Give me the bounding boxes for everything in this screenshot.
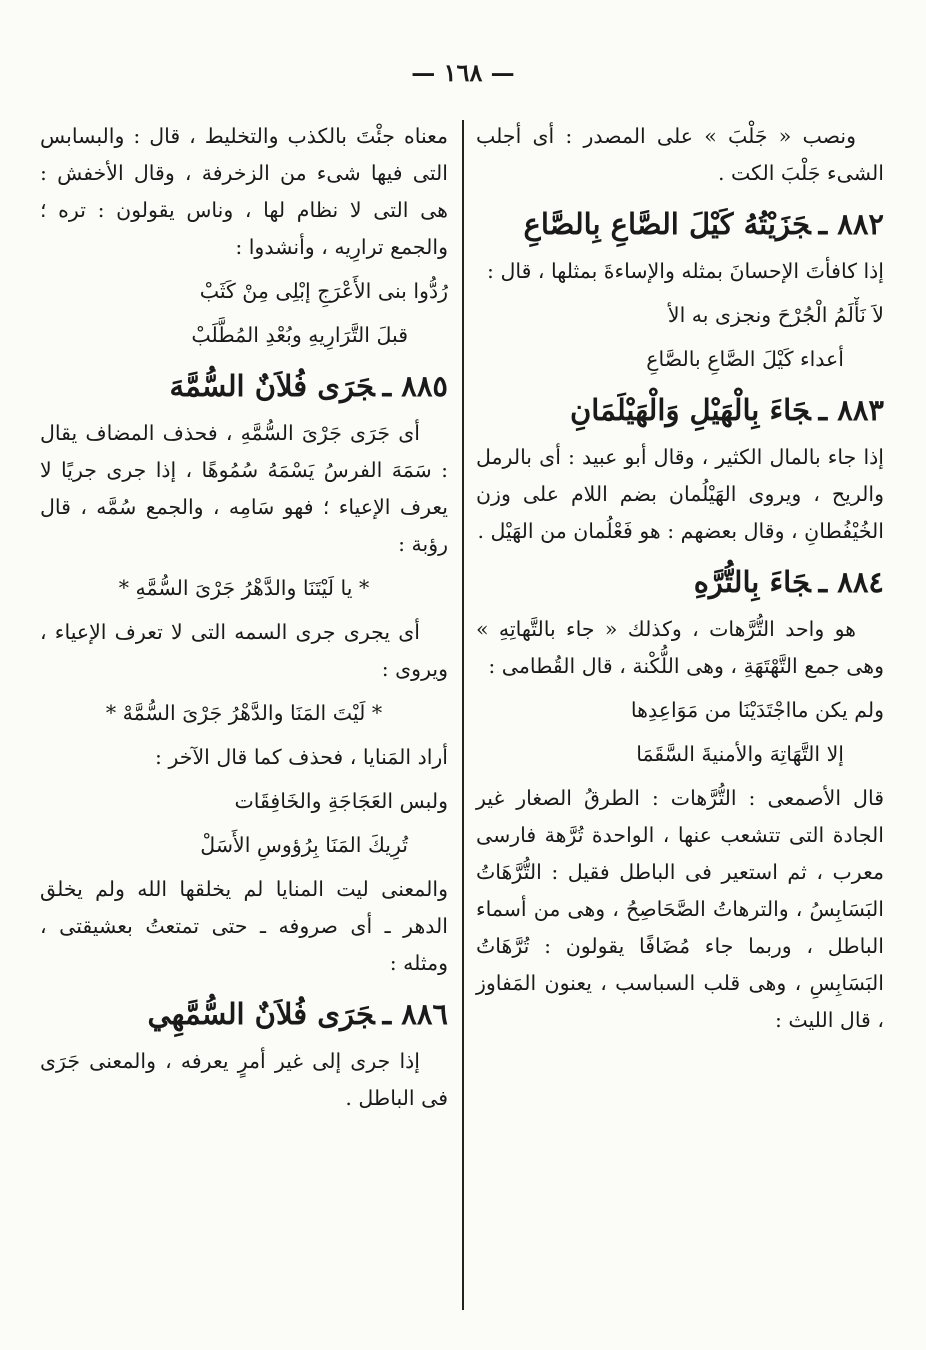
verse-line: أعداء كَيْلَ الصَّاعِ بالصَّاعِ [646,347,844,371]
entry-number: ٨٨٦ ـ [382,997,448,1031]
paragraph: والمعنى ليت المنايا لم يخلقها الله ولم يخلق الدهر ـ أى صروفه ـ حتى تمتعتُ بعشيقتى ، ومثله : [40,877,448,975]
right-column [476,118,884,1046]
entry-number: ٨٨٢ ـ [818,207,884,241]
page-number: — ١٦٨ — [411,58,515,87]
paragraph: إذا جرى إلى غير أمرٍ يعرفه ، والمعنى جَرَى فى الباطل . [40,1049,448,1110]
entry-proverb: جَزَيْتُهُ كَيْلَ الصَّاعِ بِالصَّاعِ [523,207,811,241]
entry-number: ٨٨٣ ـ [818,393,884,427]
entry-heading [476,557,884,607]
entry-proverb: جَاءَ بِالتُّرَّهِ [693,565,811,599]
paragraph: إذا جاء بالمال الكثير ، وقال أبو عبيد : أى بالرمل والريح ، ويروى الهَيْلُمان بضم اللام على وزن الخُيْفُطانِ ، وقال بعضهم : هو فَعْلُمان من الهَيْل . [476,445,884,543]
entry-proverb: جَاءَ بِالْهَيْلِ وَالْهَيْلَمَانِ [569,393,811,427]
entry-number: ٨٨٥ ـ [382,369,448,403]
paragraph: إذا كافأتَ الإحسانَ بمثله والإساءةَ بمثلها ، قال : [487,259,884,283]
paragraph: هو واحد التُّرَّهات ، وكذلك « جاء بالتَّهاتِهِ » وهى جمع التَّهْتَهَةِ ، وهى اللُّكْنة ، قال القُطامى : [476,617,884,678]
paragraph: ونصب « جَلْبَ » على المصدر : أى أجلب الشىء جَلْبَ الكت . [476,124,884,185]
verse-line: لاَ نَأْلَمُ الْجُرْحَ ونجزى به الأ [667,303,884,327]
paragraph: أى جَرَى جَرْىَ السُّمَّهِ ، فحذف المضاف يقال : سَمَهَ الفرسُ يَسْمَهُ سُمُوهًا ، إذا جرى جريًا لا يعرف الإعياء ؛ فهو سَامِه ، والجمع سُمَّه ، قال رؤبة : [40,421,448,556]
entry-heading [476,199,884,249]
entry-heading [476,385,884,435]
entry-heading [40,989,448,1039]
verse-line: ولبس العَجَاجَةِ والخَافِقَات [234,789,448,813]
paragraph: قال الأصمعى : التُّرَّهات : الطرقُ الصغار غير الجادة التى تتشعب عنها ، الواحدة تُرَّهة فارسى معرب ، ثم استعير فى الباطل فقيل : التُّرَّهَاتُ البَسَابِسُ ، والترهاتُ الصَّحَاصِحُ ، وهى من أسماء الباطل ، وربما جاء مُضَافًا يقولون : تُرَّهَاتُ البَسَابِسِ ، وهى قلب السباسب ، يعنون المَفاوز ، قال الليث : [476,786,884,1032]
paragraph: أراد المَنايا ، فحذف كما قال الآخر : [155,745,448,769]
verse-line: * لَيْتَ المَنَا والدَّهْرُ جَرْىَ السُّمَّهْ * [105,701,383,725]
verse-line: قبلَ التَّرَارِيهِ وبُعْدِ المُطَّلَبْ [191,323,408,347]
verse-line: ولم يكن مااجْتَدَيْنَا من مَوَاعِدِها [630,698,884,722]
verse-line: إلا التَّهَاتِهَ والأمنيةَ السَّقَمَا [636,742,844,766]
paragraph: أى يجرى جرى السمه التى لا تعرف الإعياء ، ويروى : [40,620,448,681]
entry-proverb: جَرَى فُلاَنٌ السُّمَّهِي [147,997,375,1031]
entry-proverb: جَرَى فُلاَنٌ السُّمَّهَ [169,369,375,403]
verse-line: * يا لَيْتَنَا والدَّهْرُ جَرْىَ السُّمَّهِ * [118,576,370,600]
column-divider [462,120,464,1310]
paragraph: معناه جئْتَ بالكذب والتخليط ، قال : والبسابس التى فيها شىء من الزخرفة ، وقال الأخفش : هى التى لا نظام لها ، وناس يقولون : تره ؛ والجمع ترارِيه ، وأنشدوا : [40,124,448,259]
verse-line: تُرِيكَ المَنَا بِرُؤوسِ الأَسَلْ [200,833,408,857]
entry-number: ٨٨٤ ـ [818,565,884,599]
entry-heading [40,361,448,411]
left-column [40,118,448,1124]
verse-line: رُدُّوا بنى الأَعْرَجِ إبْلِى مِنْ كَثَبْ [199,279,448,303]
